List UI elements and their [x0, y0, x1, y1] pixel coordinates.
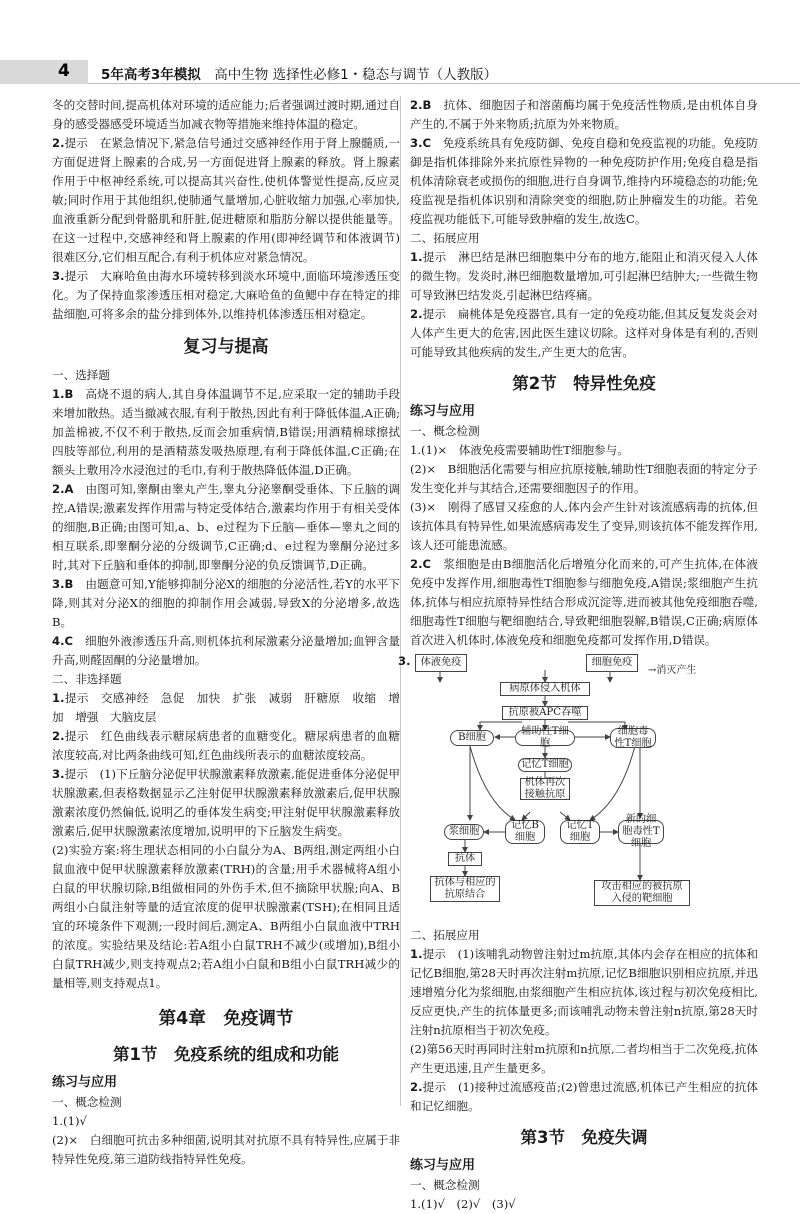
- answer-paragraph: [410, 498, 758, 555]
- answer-text: 抗体、细胞因子和溶菌酶均属于免疫活性物质,是由机体自身产生的,不属于外来物质;抗原为外来物质。: [410, 98, 758, 131]
- answer-label: 2.C: [410, 557, 431, 571]
- answer-label: 3.C: [410, 136, 431, 150]
- right-column: [398, 96, 758, 1214]
- answer-text: 冬的交替时间,提高机体对环境的适应能力;后者强调过渡时期,通过自身的感受器感受环境适当加减衣物等措施来维持体温的稳定。: [52, 98, 400, 131]
- apc-box: 抗原被APC吞噬: [502, 706, 588, 720]
- answer-text: 1.(1)√ (2)√ (3)√: [410, 1197, 516, 1211]
- category-label: 一、概念检测: [52, 1095, 122, 1109]
- answer-label: 1.: [410, 250, 423, 264]
- category-label: 一、选择题: [52, 368, 110, 382]
- answer-text: 1.(1)× 体液免疫需要辅助性T细胞参与。: [410, 443, 629, 457]
- category-label: 二、拓展应用: [410, 231, 480, 245]
- answer-paragraph: [52, 632, 400, 670]
- memory-t2-box: 记忆T细胞: [560, 820, 600, 844]
- new-cytotoxic-box: 新的细胞毒性T细胞: [618, 820, 664, 844]
- answer-paragraph: [52, 267, 400, 324]
- section-heading: 第2节 特异性免疫: [512, 374, 656, 393]
- answer-text: 提示 大麻哈鱼由海水环境转移到淡水环境中,面临环境渗透压变化。为了保持血浆渗透压相对稳定,大麻哈鱼的鱼鳃中存在特定的排盐细胞,可将多余的盐分排到体外,以维持机体渗透压相对稳定。: [52, 269, 400, 321]
- answer-paragraph: [52, 134, 400, 267]
- answer-text: (2)× 白细胞可抗击多种细菌,说明其对抗原不具有特异性,应属于非特异性免疫,第三道防线指特异性免疫。: [52, 1133, 400, 1166]
- pathogen-box: 病原体侵入机体: [500, 682, 590, 696]
- answer-paragraph: [52, 841, 400, 993]
- answer-text: (2)第56天时再同时注射m抗原和n抗原,二者均相当于二次免疫,抗体产生更迅速,且产生量更多。: [410, 1042, 758, 1075]
- answer-label: 2.: [410, 1080, 423, 1094]
- attack-box: 攻击相应的被抗原入侵的靶细胞: [594, 880, 690, 906]
- memory-b-box: 记忆B细胞: [505, 820, 545, 844]
- answer-text: (2)× B细胞活化需要与相应抗原接触,辅助性T细胞表面的特定分子发生变化并与其结合,还需要细胞因子的作用。: [410, 462, 758, 495]
- answer-text: 高烧不退的病人,其自身体温调节不足,应采取一定的辅助手段来增加散热。适当撤减衣服,有利于散热,因此有利于降低体温,A正确;加盖棉被,不仅不利于散热,反而会加重病情,B错误;用酒精棉球擦拭四肢等部位,利用的是酒精蒸发吸热原理,有利于降低体温,C正确;在额头上敷用冷水浸泡过的毛巾,有利于散热降低体温,D正确。: [52, 387, 400, 477]
- answer-label: 2.B: [410, 98, 432, 112]
- answer-text: 提示 (1)该哺乳动物曾注射过m抗原,其体内会存在相应的抗体和记忆B细胞,第28天时再次注射m抗原,记忆B细胞识别相应抗原,并迅速增殖分化为浆细胞,由浆细胞产生相应抗体,该过程与初次免疫相比,反应更快,产生的抗体量更多;而该哺乳动物未曾注射n抗原,第28天时注射n抗原相当于初次免疫。: [410, 947, 758, 1037]
- answer-label: 3.: [52, 269, 65, 283]
- cellular-immunity-box: 细胞免疫: [586, 654, 638, 672]
- humoral-immunity-box: 体液免疫: [415, 654, 467, 672]
- b-cell-box: B细胞: [450, 730, 494, 746]
- answer-paragraph: [410, 441, 758, 460]
- page-header: [0, 60, 800, 84]
- answer-text: (3)× 刚得了感冒又痊愈的人,体内会产生针对该流感病毒的抗体,但该抗体具有特异性,如果流感病毒发生了变异,则该抗体不能发挥作用,该人还可能患流感。: [410, 500, 758, 552]
- subject-name: 高中生物 选择性必修1・稳态与调节（人教版）: [214, 67, 498, 83]
- answer-text: 提示 淋巴结是淋巴细胞集中分布的地方,能阻止和消灭侵入人体的微生物。发炎时,淋巴细胞数量增加,可引起淋巴结肿大;一些微生物可导致淋巴结发炎,引起淋巴结疼痛。: [410, 250, 758, 302]
- answer-paragraph: [52, 727, 400, 765]
- page-number: 4: [58, 61, 70, 81]
- answer-label: 2.: [52, 136, 65, 150]
- category-label: 二、非选择题: [52, 672, 122, 686]
- answer-text: 提示 红色曲线表示糖尿病患者的血糖变化。糖尿病患者的血糖浓度较高,对比两条曲线可知,红色曲线所表示的血糖浓度较高。: [52, 729, 400, 762]
- memory-t-box: 记忆T细胞: [518, 758, 572, 772]
- answer-text: 细胞外液渗透压升高,则机体抗利尿激素分泌量增加;血钾含量升高,则醛固酮的分泌量增加。: [52, 634, 400, 667]
- answer-text: 提示 (1)接种过流感疫苗;(2)曾患过流感,机体已产生相应的抗体和记忆细胞。: [410, 1080, 758, 1113]
- answer-text: 提示 交感神经 急促 加快 扩张 减弱 肝糖原 收缩 增加 增强 大脑皮层: [52, 691, 400, 724]
- header-rule: [88, 83, 800, 84]
- answer-paragraph: [410, 134, 758, 229]
- answer-paragraph: [410, 305, 758, 362]
- cytotoxic-t-box: 细胞毒性T细胞: [610, 728, 656, 748]
- answer-text: 由题意可知,Y能够抑制分泌X的细胞的分泌活性,若Y的水平下降,则其对分泌X的细胞的抑制作用会减弱,导致X的分泌增多,故选B。: [52, 577, 400, 629]
- answer-label: 2.: [52, 729, 65, 743]
- helper-t-box: 辅助性T细胞: [515, 730, 575, 746]
- header-title: [101, 63, 497, 83]
- series-name: 5年高考3年模拟: [101, 67, 201, 83]
- plasma-cell-box: 浆细胞: [444, 824, 484, 840]
- answer-label: 2.A: [52, 482, 74, 496]
- category-label: 二、拓展应用: [410, 928, 480, 942]
- answer-text: 1.(1)√: [52, 1114, 87, 1128]
- answer-paragraph: [52, 765, 400, 841]
- answer-text: 提示 在紧急情况下,紧急信号通过交感神经作用于肾上腺髓质,一方面促进肾上腺素的合成,另一方面促进肾上腺素的释放。肾上腺素作用于中枢神经系统,可以提高其兴奋性,使机体警觉性提高,反应灵敏;同时作用于其他组织,使肺通气量增加,心脏收缩力加强,心率加快,血液重新分配到骨骼肌和肝脏,促进糖原和脂肪分解以提供能量等。在这一过程中,交感神经和肾上腺素的作用(即神经调节和体液调节)很难区分,它们相互配合,有利于机体应对紧急情况。: [52, 136, 400, 264]
- answer-label: 1.B: [52, 387, 74, 401]
- answer-text: 浆细胞是由B细胞活化后增殖分化而来的,可产生抗体,在体液免疫中发挥作用,细胞毒性T细胞参与细胞免疫,A错误;浆细胞产生抗体,抗体与相应抗原特异性结合形成沉淀等,进而被其他免疫细胞吞噬,细胞毒性T细胞与靶细胞结合,导致靶细胞裂解,B错误,C正确;病原体首次进入机体时,体液免疫和细胞免疫都可发挥作用,D错误。: [410, 557, 758, 647]
- answer-paragraph: [52, 1112, 400, 1131]
- subsection-heading: 练习与应用: [52, 1075, 118, 1090]
- answer-label: 3.: [52, 767, 65, 781]
- column-divider: [400, 96, 401, 1106]
- answer-text: (2)实验方案:将生理状态相同的小白鼠分为A、B两组,测定两组小白鼠血液中促甲状腺激素释放激素(TRH)的含量;用手术器械将A组小白鼠的甲状腺切除,B组做相同的外伤手术,但不摘除甲状腺;向A、B两组小白鼠注射等量的适宜浓度的促甲状腺激素(TSH);在相同且适宜的环境条件下观测;一段时间后,测定A、B两组小白鼠血液中TRH的浓度。实验结果及结论:若A组小白鼠TRH不减少(或增加),B组小白鼠TRH减少,则支持观点2;若A组小白鼠和B组小白鼠TRH减少的量相等,则支持观点1。: [52, 843, 400, 990]
- answer-paragraph: [410, 555, 758, 650]
- diagram-label: 3.: [398, 654, 411, 668]
- left-column: [52, 96, 400, 1169]
- answer-paragraph: [410, 248, 758, 305]
- answer-paragraph: [410, 1078, 758, 1116]
- immune-diagram: [398, 652, 755, 922]
- answer-paragraph: [410, 96, 758, 134]
- answer-text: 提示 (1)下丘脑分泌促甲状腺激素释放激素,能促进垂体分泌促甲状腺激素,但表格数据显示乙注射促甲状腺激素释放激素后,促甲状腺激素浓度仍然偏低,说明乙的垂体发生病变;甲注射促甲状腺激素释放激素后,促甲状腺激素浓度增加,说明甲的下丘脑发生病变。: [52, 767, 400, 838]
- answer-paragraph: [410, 1195, 758, 1214]
- second-contact-box: 机体再次接触抗原: [520, 778, 570, 800]
- answer-text: 由图可知,睾酮由睾丸产生,睾丸分泌睾酮受垂体、下丘脑的调控,A错误;激素发挥作用需与特定受体结合,激素均作用于有相关受体的细胞,B正确;由图可知,a、b、e过程为下丘脑—垂体—睾丸之间的相互联系,即睾酮分泌的分级调节,C正确;d、e过程为睾酮分泌过多时,其对下丘脑和垂体的抑制,即睾酮分泌的负反馈调节,D正确。: [52, 482, 400, 572]
- category-label: 一、概念检测: [410, 1178, 480, 1192]
- answer-paragraph: [52, 385, 400, 480]
- answer-text: 提示 扁桃体是免疫器官,具有一定的免疫功能,但其反复发炎会对人体产生更大的危害,因此医生建议切除。这样对身体是有利的,否则可能导致其他疾病的发生,产生更大的危害。: [410, 307, 758, 359]
- answer-label: 1.: [52, 691, 65, 705]
- answer-label: 1.: [410, 947, 423, 961]
- answer-label: 4.C: [52, 634, 73, 648]
- answer-paragraph: [410, 460, 758, 498]
- answer-label: 3.B: [52, 577, 74, 591]
- section-heading: 第3节 免疫失调: [520, 1128, 648, 1147]
- antibody-bind-box: 抗体与相应的抗原结合: [430, 876, 500, 902]
- answer-paragraph: [52, 96, 400, 134]
- answer-paragraph: [52, 689, 400, 727]
- antibody-box: 抗体: [448, 852, 482, 866]
- eliminate-note: →消灭产生: [648, 665, 697, 676]
- answer-text: 免疫系统具有免疫防御、免疫自稳和免疫监视的功能。免疫防御是指机体排除外来抗原性异物的一种免疫防护作用;免疫自稳是指机体清除衰老或损伤的细胞,进行自身调节,维持内环境稳态的功能;免疫监视是指机体识别和清除突变的细胞,防止肿瘤发生的功能。若免疫监视功能低下,可能导致肿瘤的发生,故选C。: [410, 136, 758, 226]
- answer-label: 2.: [410, 307, 423, 321]
- answer-paragraph: [52, 575, 400, 632]
- review-heading: 复习与提高: [183, 337, 269, 357]
- category-label: 一、概念检测: [410, 424, 480, 438]
- subsection-heading: 练习与应用: [410, 404, 476, 419]
- section-heading: 第1节 免疫系统的组成和功能: [113, 1045, 339, 1064]
- subsection-heading: 练习与应用: [410, 1158, 476, 1173]
- answer-paragraph: [52, 480, 400, 575]
- answer-paragraph: [410, 945, 758, 1040]
- chapter-heading: 第4章 免疫调节: [158, 1009, 294, 1029]
- answer-paragraph: [52, 1131, 400, 1169]
- header-band: [0, 60, 88, 84]
- answer-paragraph: [410, 1040, 758, 1078]
